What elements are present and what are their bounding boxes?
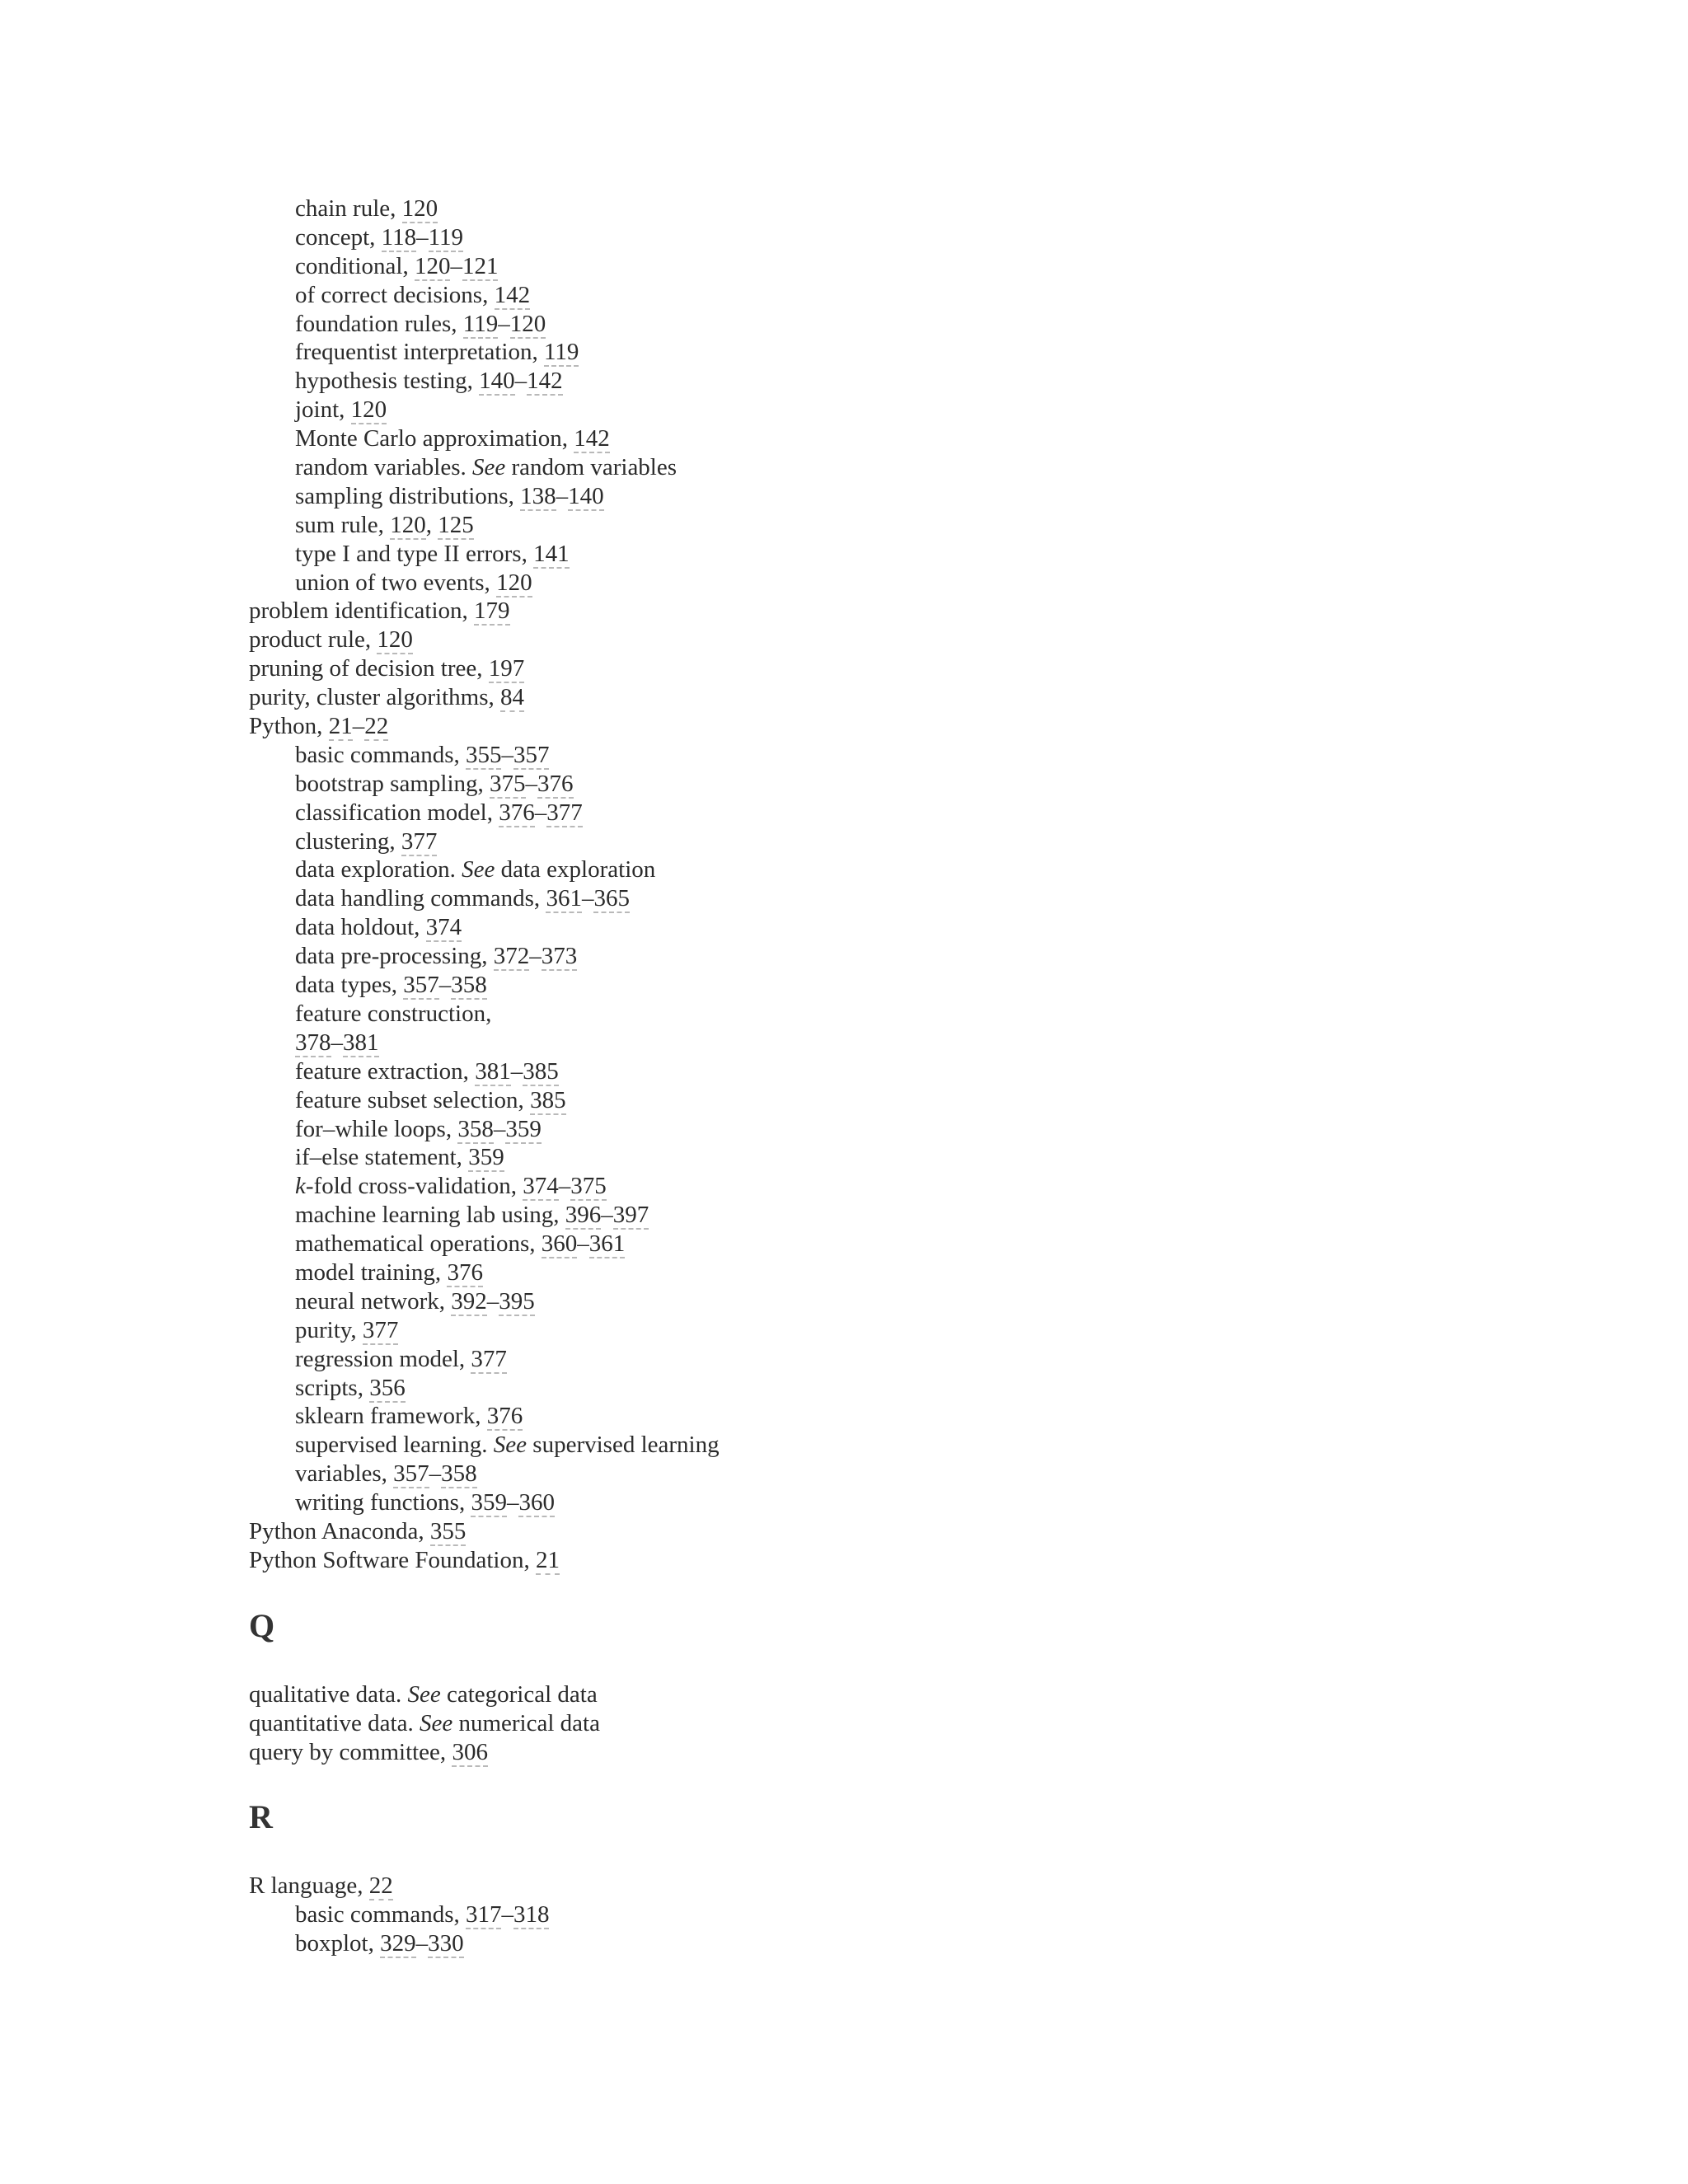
entry-term: scripts, bbox=[295, 1374, 370, 1401]
entry-term: random variables. bbox=[295, 454, 473, 481]
index-entry bbox=[249, 1738, 1485, 1767]
page-number-link[interactable]: 119 bbox=[428, 223, 464, 251]
page-number-link[interactable]: 359 bbox=[471, 1489, 507, 1516]
see-label: See bbox=[493, 1432, 528, 1459]
see-label: See bbox=[472, 454, 506, 481]
page-number-link[interactable]: 381 bbox=[475, 1057, 511, 1085]
page-number-link[interactable]: 361 bbox=[588, 1230, 626, 1258]
entry-term: Python Software Foundation, bbox=[249, 1546, 536, 1573]
page-range-dash: – bbox=[493, 1115, 506, 1142]
entry-term: clustering, bbox=[295, 827, 401, 855]
index-entry bbox=[249, 712, 1485, 741]
page-number-link[interactable]: 358 bbox=[451, 972, 487, 999]
entry-term: for–while loops, bbox=[295, 1115, 458, 1142]
index-subentry bbox=[249, 855, 1485, 884]
page-range-dash: – bbox=[415, 1930, 429, 1957]
page-number-link[interactable]: 375 bbox=[490, 770, 526, 797]
index-subentry bbox=[249, 482, 1485, 511]
page-number-link[interactable]: 21 bbox=[328, 713, 353, 740]
page-number-link[interactable]: 374 bbox=[425, 914, 462, 941]
page-number-link[interactable]: 376 bbox=[486, 1403, 523, 1430]
page-number-link[interactable]: 330 bbox=[428, 1930, 464, 1957]
index-entry bbox=[249, 1517, 1485, 1546]
index-subentry bbox=[249, 194, 1485, 223]
entry-term: data pre-processing, bbox=[295, 943, 494, 970]
entry-term: basic commands, bbox=[295, 1901, 466, 1929]
page-number-link[interactable]: 120 bbox=[377, 626, 413, 654]
page-number-link[interactable]: 120 bbox=[390, 511, 426, 538]
entry-term: chain rule, bbox=[295, 195, 402, 222]
index-subentry bbox=[249, 1057, 1485, 1086]
entry-term: feature subset selection, bbox=[295, 1086, 531, 1113]
page-range-dash: – bbox=[352, 713, 365, 740]
index-subentry bbox=[249, 1929, 1485, 1958]
page-number-link[interactable]: 359 bbox=[468, 1144, 504, 1171]
entry-term: type I and type II errors, bbox=[295, 540, 534, 567]
page-range-dash: – bbox=[501, 1901, 513, 1929]
entry-term: neural network, bbox=[295, 1287, 452, 1315]
index-entry bbox=[249, 1546, 1485, 1575]
index-entry bbox=[249, 1680, 1485, 1709]
index-entry bbox=[249, 1872, 1485, 1900]
page-range-dash: – bbox=[577, 1230, 589, 1258]
index-subentry bbox=[249, 367, 1485, 396]
page-number-link[interactable]: 120 bbox=[401, 195, 438, 222]
page-number-link[interactable]: 376 bbox=[499, 799, 535, 826]
index-subentry bbox=[249, 511, 1485, 540]
page-number-link[interactable]: 359 bbox=[505, 1115, 542, 1142]
index-subentry bbox=[249, 913, 1485, 942]
entry-term: mathematical operations, bbox=[295, 1230, 542, 1258]
page-number-link[interactable]: 397 bbox=[612, 1202, 649, 1229]
index-subentry bbox=[249, 1029, 1485, 1057]
entry-term: data types, bbox=[295, 972, 404, 999]
entry-term: sampling distributions, bbox=[295, 482, 521, 509]
page-range-dash: – bbox=[438, 972, 452, 999]
entry-term: sum rule, bbox=[295, 511, 391, 538]
page-number-link[interactable]: 84 bbox=[499, 684, 524, 711]
page-range-dash: – bbox=[529, 943, 542, 970]
index-subentry bbox=[249, 827, 1485, 856]
index-subentry bbox=[249, 1201, 1485, 1230]
page-number-link[interactable]: 373 bbox=[541, 943, 578, 970]
entry-term: bootstrap sampling, bbox=[295, 770, 490, 797]
page-number-link[interactable]: 120 bbox=[496, 569, 532, 596]
entry-term: purity, bbox=[295, 1316, 363, 1343]
entry-term: qualitative data. bbox=[249, 1680, 408, 1708]
entry-term: data exploration. bbox=[295, 856, 462, 883]
page-number-link[interactable]: 385 bbox=[530, 1086, 566, 1113]
entry-term: feature construction, bbox=[295, 1000, 492, 1027]
entry-term: supervised learning. bbox=[295, 1432, 494, 1459]
page-number-link[interactable]: 142 bbox=[494, 281, 531, 308]
entry-term: data handling commands, bbox=[295, 885, 546, 912]
page-number-link[interactable]: 21 bbox=[536, 1546, 560, 1573]
index-subentry bbox=[249, 1345, 1485, 1374]
index-subentry bbox=[249, 884, 1485, 913]
see-label: See bbox=[462, 856, 495, 883]
index-entry bbox=[249, 654, 1485, 683]
index-subentry bbox=[249, 1900, 1485, 1929]
entry-term: Python, bbox=[249, 713, 329, 740]
index-entry bbox=[249, 1709, 1485, 1738]
index-subentry bbox=[249, 1402, 1485, 1431]
page-number-link[interactable]: 120 bbox=[509, 310, 546, 337]
page-number-link[interactable]: 22 bbox=[364, 713, 389, 740]
page-number-link[interactable]: 121 bbox=[462, 252, 499, 279]
index-subentry bbox=[249, 942, 1485, 971]
page-number-link[interactable]: 360 bbox=[518, 1489, 555, 1516]
page-list-separator: , bbox=[425, 511, 438, 538]
page-number-link[interactable]: 329 bbox=[380, 1930, 416, 1957]
entry-term: writing functions, bbox=[295, 1489, 471, 1516]
see-target: random variables bbox=[505, 454, 678, 481]
page-number-link[interactable]: 317 bbox=[465, 1901, 502, 1929]
entry-term: product rule, bbox=[249, 626, 377, 654]
page-range-dash: – bbox=[501, 741, 513, 768]
see-target: supervised learning bbox=[527, 1432, 720, 1459]
see-target: categorical data bbox=[440, 1680, 598, 1708]
page-number-link[interactable]: 141 bbox=[533, 540, 570, 567]
page-number-link[interactable]: 138 bbox=[520, 482, 556, 509]
page-number-link[interactable]: 360 bbox=[541, 1230, 578, 1258]
entry-term: classification model, bbox=[295, 799, 499, 826]
entry-term: Monte Carlo approximation, bbox=[295, 425, 574, 452]
entry-term: machine learning lab using, bbox=[295, 1202, 565, 1229]
page-range-dash: – bbox=[498, 310, 510, 337]
page-number-link[interactable]: 142 bbox=[527, 368, 563, 395]
index-subentry bbox=[249, 1374, 1485, 1403]
index-subentry bbox=[249, 252, 1485, 281]
index-group-r bbox=[249, 1872, 1485, 1958]
index-subentry bbox=[249, 1000, 1485, 1029]
page-number-link[interactable]: 357 bbox=[513, 741, 550, 768]
page-number-link[interactable]: 381 bbox=[343, 1029, 379, 1056]
entry-term: problem identification, bbox=[249, 598, 475, 625]
see-target: numerical data bbox=[452, 1709, 600, 1736]
entry-term: joint, bbox=[295, 396, 351, 424]
page-number-link[interactable]: 125 bbox=[438, 511, 474, 538]
page-number-link[interactable]: 120 bbox=[350, 396, 387, 424]
page-number-link[interactable]: 385 bbox=[523, 1057, 559, 1085]
index-subentry bbox=[249, 338, 1485, 367]
entry-term: frequentist interpretation, bbox=[295, 339, 544, 366]
page-number-link[interactable]: 365 bbox=[593, 885, 630, 912]
index-subentry bbox=[249, 310, 1485, 339]
page-number-link[interactable]: 140 bbox=[568, 482, 604, 509]
entry-term: conditional, bbox=[295, 252, 415, 279]
page-number-link[interactable]: 392 bbox=[451, 1287, 487, 1315]
index-subentry bbox=[249, 1172, 1485, 1201]
page-number-link[interactable]: 357 bbox=[403, 972, 439, 999]
page-number-link[interactable]: 318 bbox=[513, 1901, 550, 1929]
entry-term: data holdout, bbox=[295, 914, 426, 941]
page-number-link[interactable]: 355 bbox=[429, 1517, 467, 1544]
page-number-link[interactable]: 377 bbox=[471, 1345, 507, 1372]
index-subentry bbox=[249, 1460, 1485, 1488]
entry-term: if–else statement, bbox=[295, 1144, 469, 1171]
page-range-dash: – bbox=[534, 799, 547, 826]
page-number-link[interactable]: 376 bbox=[537, 770, 574, 797]
page-number-link[interactable]: 395 bbox=[499, 1287, 535, 1315]
page-number-link[interactable]: 118 bbox=[381, 223, 417, 251]
page-range-dash: – bbox=[510, 1057, 523, 1085]
index-subentry bbox=[249, 770, 1485, 799]
entry-term: pruning of decision tree, bbox=[249, 655, 489, 682]
page-number-link[interactable]: 179 bbox=[474, 598, 510, 625]
index-entry bbox=[249, 626, 1485, 654]
page-number-link[interactable]: 377 bbox=[362, 1316, 399, 1343]
page-number-link[interactable]: 197 bbox=[488, 655, 525, 682]
section-letter-q: Q bbox=[249, 1606, 275, 1644]
page-number-link[interactable]: 119 bbox=[543, 339, 579, 366]
index-subentry bbox=[249, 1258, 1485, 1287]
entry-term: feature extraction, bbox=[295, 1057, 476, 1085]
index-subentry bbox=[249, 453, 1485, 482]
index-subentry bbox=[249, 540, 1485, 569]
see-label: See bbox=[407, 1680, 441, 1708]
page-number-link[interactable]: 396 bbox=[565, 1202, 602, 1229]
index-entry bbox=[249, 683, 1485, 712]
page-number-link[interactable]: 306 bbox=[452, 1738, 488, 1765]
page-number-link[interactable]: 358 bbox=[441, 1460, 477, 1488]
entry-term: -fold cross-validation, bbox=[305, 1173, 523, 1200]
index-subentry bbox=[249, 971, 1485, 1000]
entry-term-italic bbox=[295, 1173, 306, 1199]
page-number-link[interactable]: 357 bbox=[393, 1460, 429, 1488]
index-subentry bbox=[249, 1316, 1485, 1345]
page-number-link[interactable]: 358 bbox=[457, 1115, 494, 1142]
index-subentry bbox=[249, 1086, 1485, 1115]
entry-term: union of two events, bbox=[295, 569, 497, 596]
entry-term: Python Anaconda, bbox=[249, 1517, 430, 1544]
page-number-link[interactable]: 22 bbox=[368, 1872, 393, 1900]
page-range-dash: – bbox=[450, 252, 462, 279]
page-number-link[interactable]: 376 bbox=[447, 1258, 483, 1286]
page-range-dash: – bbox=[486, 1287, 499, 1315]
entry-term: boxplot, bbox=[295, 1930, 381, 1957]
entry-term: sklearn framework, bbox=[295, 1403, 487, 1430]
index-entry bbox=[249, 597, 1485, 626]
page-range-dash: – bbox=[556, 482, 569, 509]
page-range-dash: – bbox=[558, 1173, 571, 1200]
entry-term: quantitative data. bbox=[249, 1709, 420, 1736]
index-subentry bbox=[249, 799, 1485, 827]
index-subentry bbox=[249, 281, 1485, 310]
index-group-p bbox=[249, 194, 1485, 1575]
page-number-link[interactable]: 142 bbox=[574, 425, 610, 452]
entry-term: concept, bbox=[295, 223, 382, 251]
page-number-link[interactable]: 377 bbox=[546, 799, 583, 826]
entry-term: purity, cluster algorithms, bbox=[249, 684, 500, 711]
page-number-link[interactable]: 119 bbox=[462, 310, 499, 337]
index-subentry bbox=[249, 1115, 1485, 1144]
index-subentry bbox=[249, 741, 1485, 770]
index-subentry bbox=[249, 223, 1485, 252]
entry-term: R language, bbox=[249, 1872, 369, 1900]
index-subentry bbox=[249, 396, 1485, 424]
page-range-dash: – bbox=[416, 223, 429, 251]
entry-term: hypothesis testing, bbox=[295, 368, 480, 395]
index-subentry bbox=[249, 424, 1485, 453]
page-range-dash: – bbox=[331, 1029, 343, 1056]
entry-term: query by committee, bbox=[249, 1738, 452, 1765]
index-subentry bbox=[249, 1230, 1485, 1258]
page-number-link[interactable]: 372 bbox=[493, 943, 530, 970]
entry-term: of correct decisions, bbox=[295, 281, 495, 308]
page-range-dash: – bbox=[506, 1489, 519, 1516]
entry-term: regression model, bbox=[295, 1345, 471, 1372]
page-range-dash: – bbox=[581, 885, 594, 912]
index-subentry bbox=[249, 1287, 1485, 1316]
page-number-link[interactable]: 375 bbox=[570, 1173, 607, 1200]
page-number-link[interactable]: 140 bbox=[479, 368, 515, 395]
entry-term: foundation rules, bbox=[295, 310, 463, 337]
page-number-link[interactable]: 120 bbox=[414, 252, 451, 279]
page-number-link[interactable]: 374 bbox=[523, 1173, 559, 1200]
index-page bbox=[249, 194, 1485, 1958]
see-target: data exploration bbox=[495, 856, 656, 883]
entry-term: model training, bbox=[295, 1258, 448, 1286]
index-subentry bbox=[249, 1488, 1485, 1517]
entry-term: variables, bbox=[295, 1460, 394, 1488]
page-range-dash: – bbox=[525, 770, 538, 797]
index-subentry bbox=[249, 1143, 1485, 1172]
page-range-dash: – bbox=[429, 1460, 442, 1488]
page-number-link[interactable]: 356 bbox=[369, 1374, 406, 1401]
section-letter-r: R bbox=[249, 1798, 273, 1836]
index-subentry bbox=[249, 1431, 1485, 1460]
page-number-link[interactable]: 377 bbox=[401, 827, 438, 855]
page-number-link[interactable]: 378 bbox=[295, 1029, 331, 1056]
page-range-dash: – bbox=[514, 368, 528, 395]
page-range-dash: – bbox=[601, 1202, 613, 1229]
see-label: See bbox=[419, 1709, 453, 1736]
index-group-q bbox=[249, 1680, 1485, 1767]
index-subentry bbox=[249, 569, 1485, 598]
page-number-link[interactable]: 355 bbox=[465, 741, 502, 768]
entry-term: basic commands, bbox=[295, 741, 466, 768]
page-number-link[interactable]: 361 bbox=[546, 885, 582, 912]
entry-term-italic-text: k bbox=[295, 1173, 306, 1200]
